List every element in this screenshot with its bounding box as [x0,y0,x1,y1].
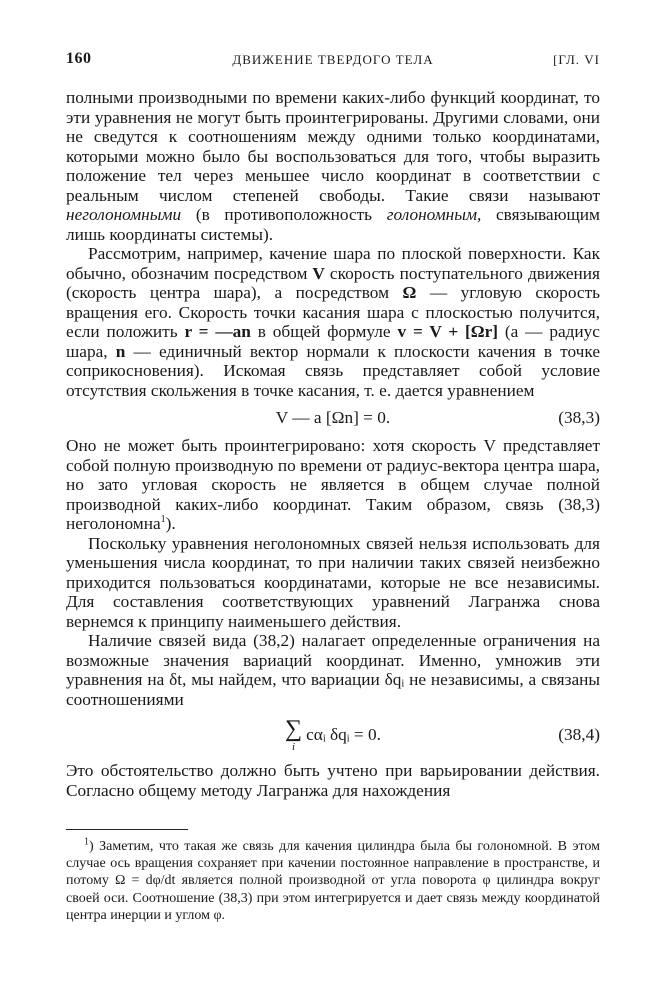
equation-number: (38,3) [558,408,600,427]
footnote-divider [66,829,188,830]
footnote-ref: 1 [160,514,166,526]
paragraph-3: Оно не может быть проинтегрировано: хотя скорость V представляет собой полную производную по времени от радиус-вектора центра шара, но зато угловая скорость не является в общем случае полной производной каких-либо координат. Таким образом, связь (38,3) неголономна$^1$). [66,436,600,533]
chapter-marker: [ГЛ. VI [553,52,600,67]
paragraph-4: Поскольку уравнения неголономных связей нельзя использовать для уменьшения числа координат, то при наличии таких связей неизбежно приходится пользоваться координатами, которые не все независимы. Для составления соответствующих уравнений Лагранжа снова вернемся к принципу наименьшего действия. [66,533,600,631]
term-nonholonomic: неголономными [66,205,182,224]
footnote [66,838,600,924]
equation-formula: V — a [Ωn] = 0. [275,408,391,427]
running-title: ДВИЖЕНИЕ ТВЕРДОГО ТЕЛА [232,52,434,67]
equation-38-4 [66,709,600,761]
paragraph-6: Это обстоятельство должно быть учтено при варьировании действия. Согласно общему методу Лагранжа для нахождения [66,761,600,800]
main-text [66,88,600,800]
footnote-text: ) Заметим, что такая же связь для качения цилиндра была бы голономной. В этом случае ось вращения сохраняет при качении постоянное направление в пространстве, и потому Ω = dφ/dt является полной производной от угла поворота φ цилиндра вокруг своей оси. Соотношение (38,3) при этом интегрируется и дает связь между координатой центра инерции и углом φ. [66,839,600,923]
page-number: 160 [66,50,92,67]
term-holonomic: голономным, [386,205,482,224]
paragraph-5: Наличие связей вида (38,2) налагает определенные ограничения на возможные значения вариаций координат. Именно, умножив эти уравнения на δt, мы найдем, что вариации δqᵢ не независимы, а связаны соотношениями [66,631,600,709]
equation-number: (38,4) [558,725,600,744]
equation-formula: cαᵢ δqᵢ = 0. [306,725,381,744]
summation-sign: ∑ i [285,716,303,754]
paragraph-2: Рассмотрим, например, качение шара по плоской поверхности. Как обычно, обозначим посредством V скорость поступательного движения (скорость центра шара), а посредством Ω — угловую скорость вращения его. Скорость точки касания шара с плоскостью получится, если положить r = —an в общей формуле v = V + [Ωr] (a — радиус шара, n — единичный вектор нормали к плоскости качения в точке соприкосновения). Искомая связь представляет собой условие отсутствия скольжения в точке касания, т. е. дается уравнением [66,244,601,400]
paragraph-1: полными производными по времени каких-либо функций координат, то эти уравнения не могут быть проинтегрированы. Другими словами, они не сведутся к соотношениям между одними только координатами, которыми можно было бы воспользоваться для того, чтобы выразить положение тел через меньшее число координат в соответствии с реальным числом степеней свободы. Такие связи называют неголономными (в противоположность голономным, связывающим лишь координаты системы). [66,88,600,244]
equation-38-3 [66,400,600,436]
running-header [66,50,600,74]
footnote-marker: 1 [84,836,89,848]
